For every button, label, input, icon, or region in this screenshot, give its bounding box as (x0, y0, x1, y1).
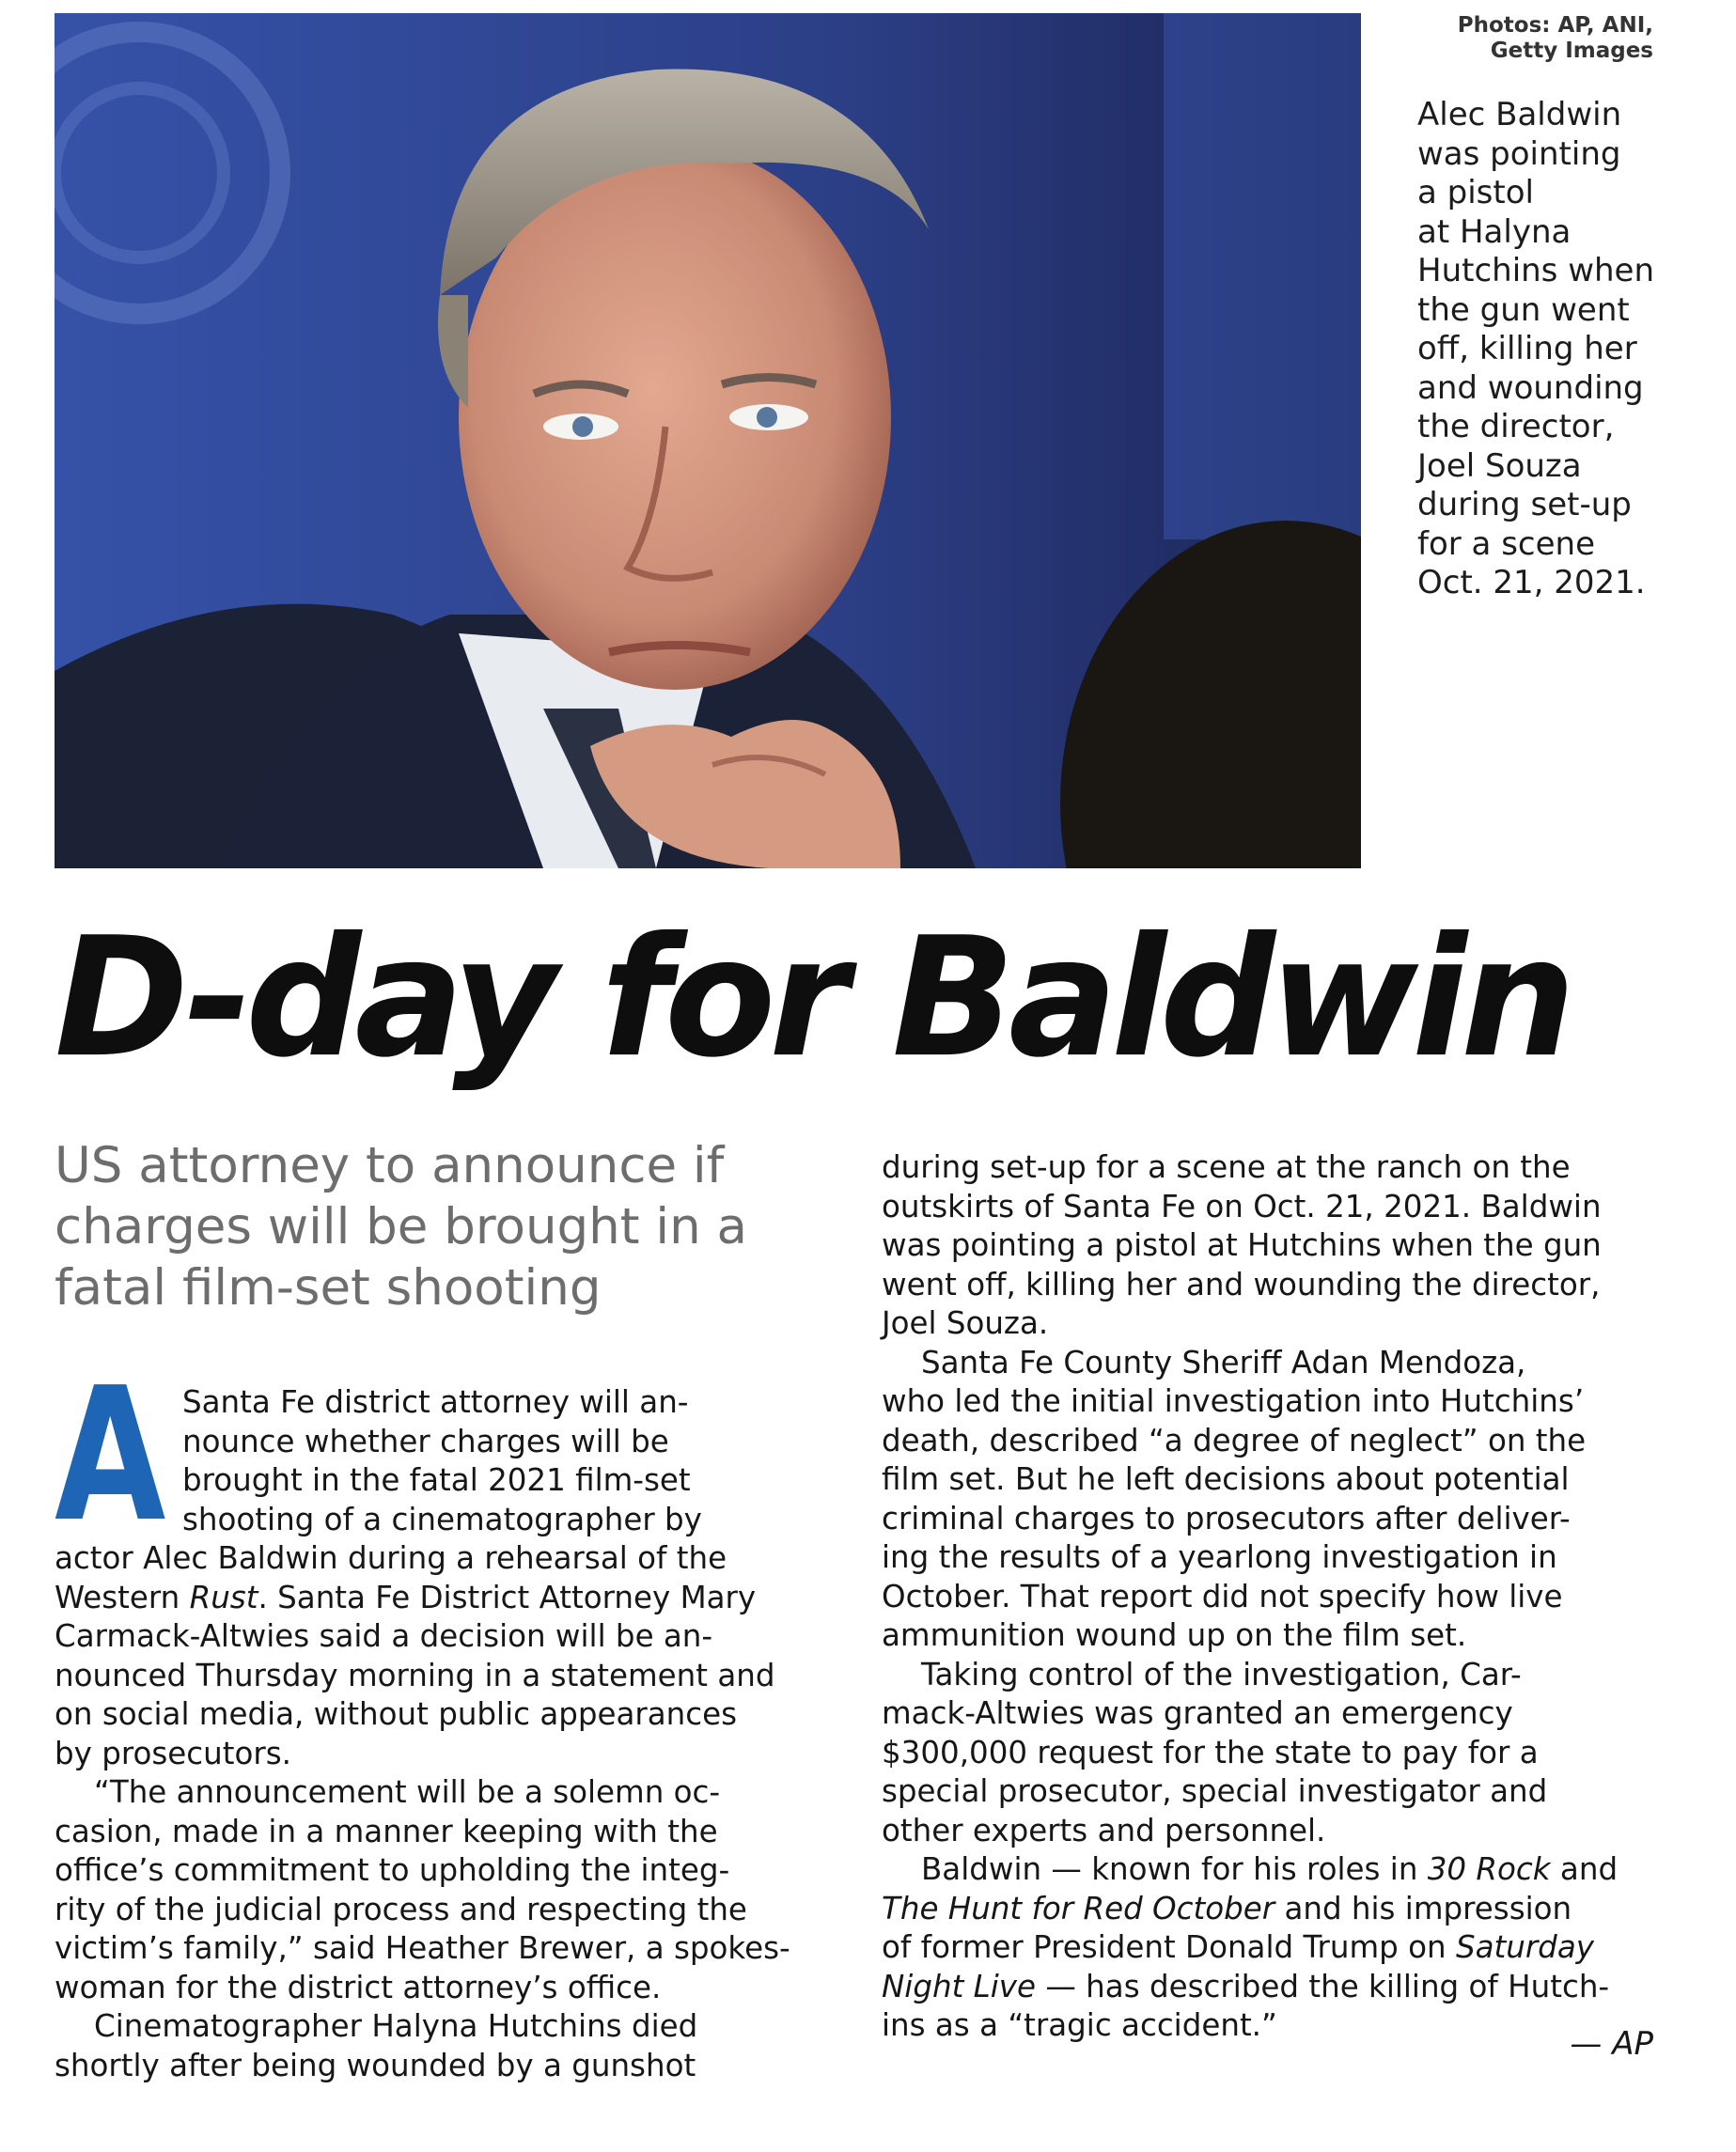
article-line: death, described “a degree of neglect” on the (882, 1422, 1587, 1458)
caption-line: and wounding (1417, 368, 1644, 407)
byline-signoff: — AP (1570, 2025, 1653, 2063)
article-line: actor Alec Baldwin during a rehearsal of the (55, 1540, 727, 1576)
article-line: special prosecutor, special investigator and (882, 1773, 1548, 1809)
photo-caption (1417, 96, 1699, 603)
lead-photo (55, 13, 1361, 868)
article-line: victim’s family,” said Heather Brewer, a spokes- (55, 1930, 790, 1966)
article-line: office’s commitment to upholding the integ- (55, 1852, 730, 1888)
article-line: of former President Donald Trump on Saturday (882, 1929, 1594, 1965)
article-line: mack-Altwies was granted an emergency (882, 1695, 1513, 1731)
caption-line: the gun went (1417, 290, 1630, 329)
drop-cap: A (55, 1349, 166, 1563)
article-line: nounce whether charges will be (182, 1423, 669, 1459)
caption-line: Hutchins when (1417, 252, 1655, 289)
article-line: Carmack-Altwies said a decision will be an- (55, 1618, 713, 1654)
italic-title: Saturday (1455, 1929, 1594, 1965)
article-line: The Hunt for Red October and his impression (882, 1890, 1572, 1926)
article-line: on social media, without public appearances (55, 1696, 738, 1732)
italic-title: Night Live (882, 1968, 1037, 2004)
deck-line: charges will be brought in a (55, 1198, 748, 1255)
article-line: was pointing a pistol at Hutchins when the gun (882, 1227, 1602, 1263)
article-line: October. That report did not specify how live (882, 1578, 1563, 1614)
article-line: film set. But he left decisions about potential (882, 1461, 1570, 1497)
caption-line: was pointing (1417, 134, 1621, 173)
headline: D-day for Baldwin (55, 900, 1570, 1094)
portrait-illustration (55, 13, 1361, 868)
deck-line: US attorney to announce if (55, 1137, 725, 1194)
article-line: casion, made in a manner keeping with the (55, 1813, 718, 1849)
photo-credit-line: Getty Images (1490, 39, 1653, 63)
article-line: “The announcement will be a solemn oc- (94, 1774, 721, 1810)
article-line: brought in the fatal 2021 film-set (182, 1462, 691, 1498)
article-column-right (882, 1148, 1662, 2046)
article-line: nounced Thursday morning in a statement and (55, 1657, 775, 1693)
caption-line: the director, (1417, 408, 1615, 445)
article-line: outskirts of Santa Fe on Oct. 21, 2021. Baldwin (882, 1188, 1602, 1224)
article-line: Western Rust. Santa Fe District Attorney Mary (55, 1579, 757, 1615)
caption-line: Joel Souza (1417, 446, 1582, 485)
article-line: rity of the judicial process and respecting the (55, 1891, 747, 1927)
caption-line: for a scene (1417, 524, 1595, 563)
article-line: Joel Souza. (882, 1305, 1049, 1341)
caption-line: at Halyna (1417, 212, 1572, 251)
caption-line: during set-up (1417, 486, 1632, 523)
article-line: ammunition wound up on the film set. (882, 1617, 1467, 1653)
article-line: went off, killing her and wounding the director, (882, 1266, 1601, 1302)
caption-line: Alec Baldwin (1417, 96, 1622, 133)
article-line: Cinematographer Halyna Hutchins died (94, 2008, 698, 2044)
article-line: criminal charges to prosecutors after deliver- (882, 1500, 1571, 1536)
article-line: ins as a “tragic accident.” (882, 2007, 1277, 2043)
article-line: Taking control of the investigation, Car- (921, 1656, 1522, 1692)
article-line: ing the results of a yearlong investigation in (882, 1539, 1557, 1575)
photo-credit (1409, 13, 1653, 64)
photo-credit-line: Photos: AP, ANI, (1457, 13, 1653, 38)
article-line: who led the initial investigation into Hutchins’ (882, 1383, 1585, 1419)
article-line: by prosecutors. (55, 1735, 292, 1771)
article-line: shortly after being wounded by a gunshot (55, 2047, 696, 2083)
article-line: woman for the district attorney’s office. (55, 1969, 662, 2005)
deck (55, 1135, 844, 1318)
article-line: $300,000 request for the state to pay for a (882, 1734, 1539, 1770)
article-line: other experts and personnel. (882, 1812, 1326, 1848)
article-line: Santa Fe County Sheriff Adan Mendoza, (921, 1344, 1526, 1380)
caption-line: off, killing her (1417, 330, 1637, 367)
caption-line: Oct. 21, 2021. (1417, 564, 1646, 601)
article-line: shooting of a cinematographer by (182, 1501, 702, 1537)
italic-title: 30 Rock (1427, 1851, 1551, 1887)
italic-title: The Hunt for Red October (882, 1890, 1275, 1926)
article-line: Santa Fe district attorney will an- (182, 1384, 689, 1420)
article-line: Night Live — has described the killing of Hutch- (882, 1968, 1610, 2004)
deck-line: fatal film-set shooting (55, 1259, 602, 1317)
caption-line: a pistol (1417, 174, 1534, 211)
article-column-left (55, 1349, 835, 2085)
article-line: Baldwin — known for his roles in 30 Rock and (921, 1851, 1619, 1887)
italic-title: Rust (189, 1579, 258, 1615)
article-line: during set-up for a scene at the ranch on the (882, 1149, 1571, 1185)
